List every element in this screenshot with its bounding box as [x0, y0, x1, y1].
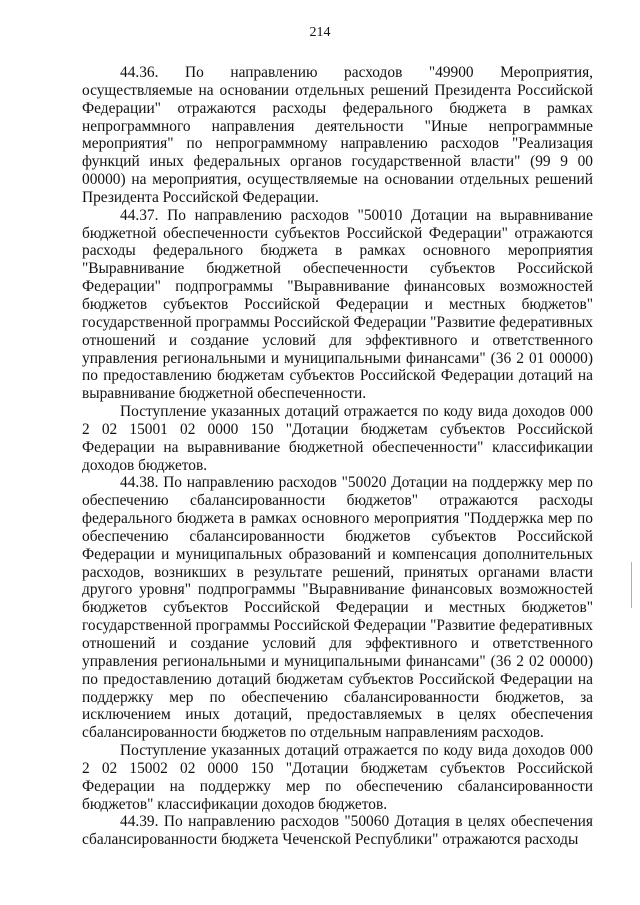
scan-edge-mark: [631, 562, 632, 608]
paragraph-44-38-income-note: Поступление указанных дотаций отражается по коду вида доходов 000 2 02 15002 02 0000 150 "Дотации бюджетам субъектов Российской Федерации на поддержку мер по обеспечению сбалансированности бюджетов" классификации доходов бюджетов.: [82, 742, 593, 813]
paragraph-44-36: 44.36. По направлению расходов "49900 Мероприятия, осуществляемые на основании отдельных решений Президента Российской Федерации" отражаются расходы федерального бюджета в рамках непрограммного направления деятельности "Иные непрограммные мероприятия" по непрограммному направлению расходов "Реализация функций иных федеральных органов государственной власти" (99 9 00 00000) на мероприятия, осуществляемые на основании отдельных решений Президента Российской Федерации.: [82, 64, 593, 206]
paragraph-44-37-income-note: Поступление указанных дотаций отражается по коду вида доходов 000 2 02 15001 02 0000 150 "Дотации бюджетам субъектов Российской Федерации на выравнивание бюджетной обеспеченности" классификации доходов бюджетов.: [82, 403, 593, 474]
document-body: [82, 64, 593, 849]
paragraph-44-37: 44.37. По направлению расходов "50010 Дотации на выравнивание бюджетной обеспеченности субъектов Российской Федерации" отражаются расходы федерального бюджета в рамках основного мероприятия "Выравнивание бюджетной обеспеченности субъектов Российской Федерации" подпрограммы "Выравнивание финансовых возможностей бюджетов субъектов Российской Федерации и местных бюджетов" государственной программы Российской Федерации "Развитие федеративных отношений и создание условий для эффективного и ответственного управления региональными и муниципальными финансами" (36 2 01 00000) по предоставлению бюджетам субъектов Российской Федерации дотаций на выравнивание бюджетной обеспеченности.: [82, 206, 593, 403]
paragraph-44-38: 44.38. По направлению расходов "50020 Дотации на поддержку мер по обеспечению сбалансированности бюджетов" отражаются расходы федерального бюджета в рамках основного мероприятия "Поддержка мер по обеспечению сбалансированности бюджетов субъектов Российской Федерации и муниципальных образований и компенсация дополнительных расходов, возникших в результате решений, принятых органами власти другого уровня" подпрограммы "Выравнивание финансовых возможностей бюджетов субъектов Российской Федерации и местных бюджетов" государственной программы Российской Федерации "Развитие федеративных отношений и создание условий для эффективного и ответственного управления региональными и муниципальными финансами" (36 2 02 00000) по предоставлению дотаций бюджетам субъектов Российской Федерации на поддержку мер по обеспечению сбалансированности бюджетов, за исключением иных дотаций, предоставляемых в целях обеспечения сбалансированности бюджетов по отдельным направлениям расходов.: [82, 474, 593, 742]
page-number: 214: [309, 25, 331, 40]
paragraph-44-39: 44.39. По направлению расходов "50060 Дотация в целях обеспечения сбалансированности бюджета Чеченской Республики" отражаются расходы: [82, 813, 593, 849]
